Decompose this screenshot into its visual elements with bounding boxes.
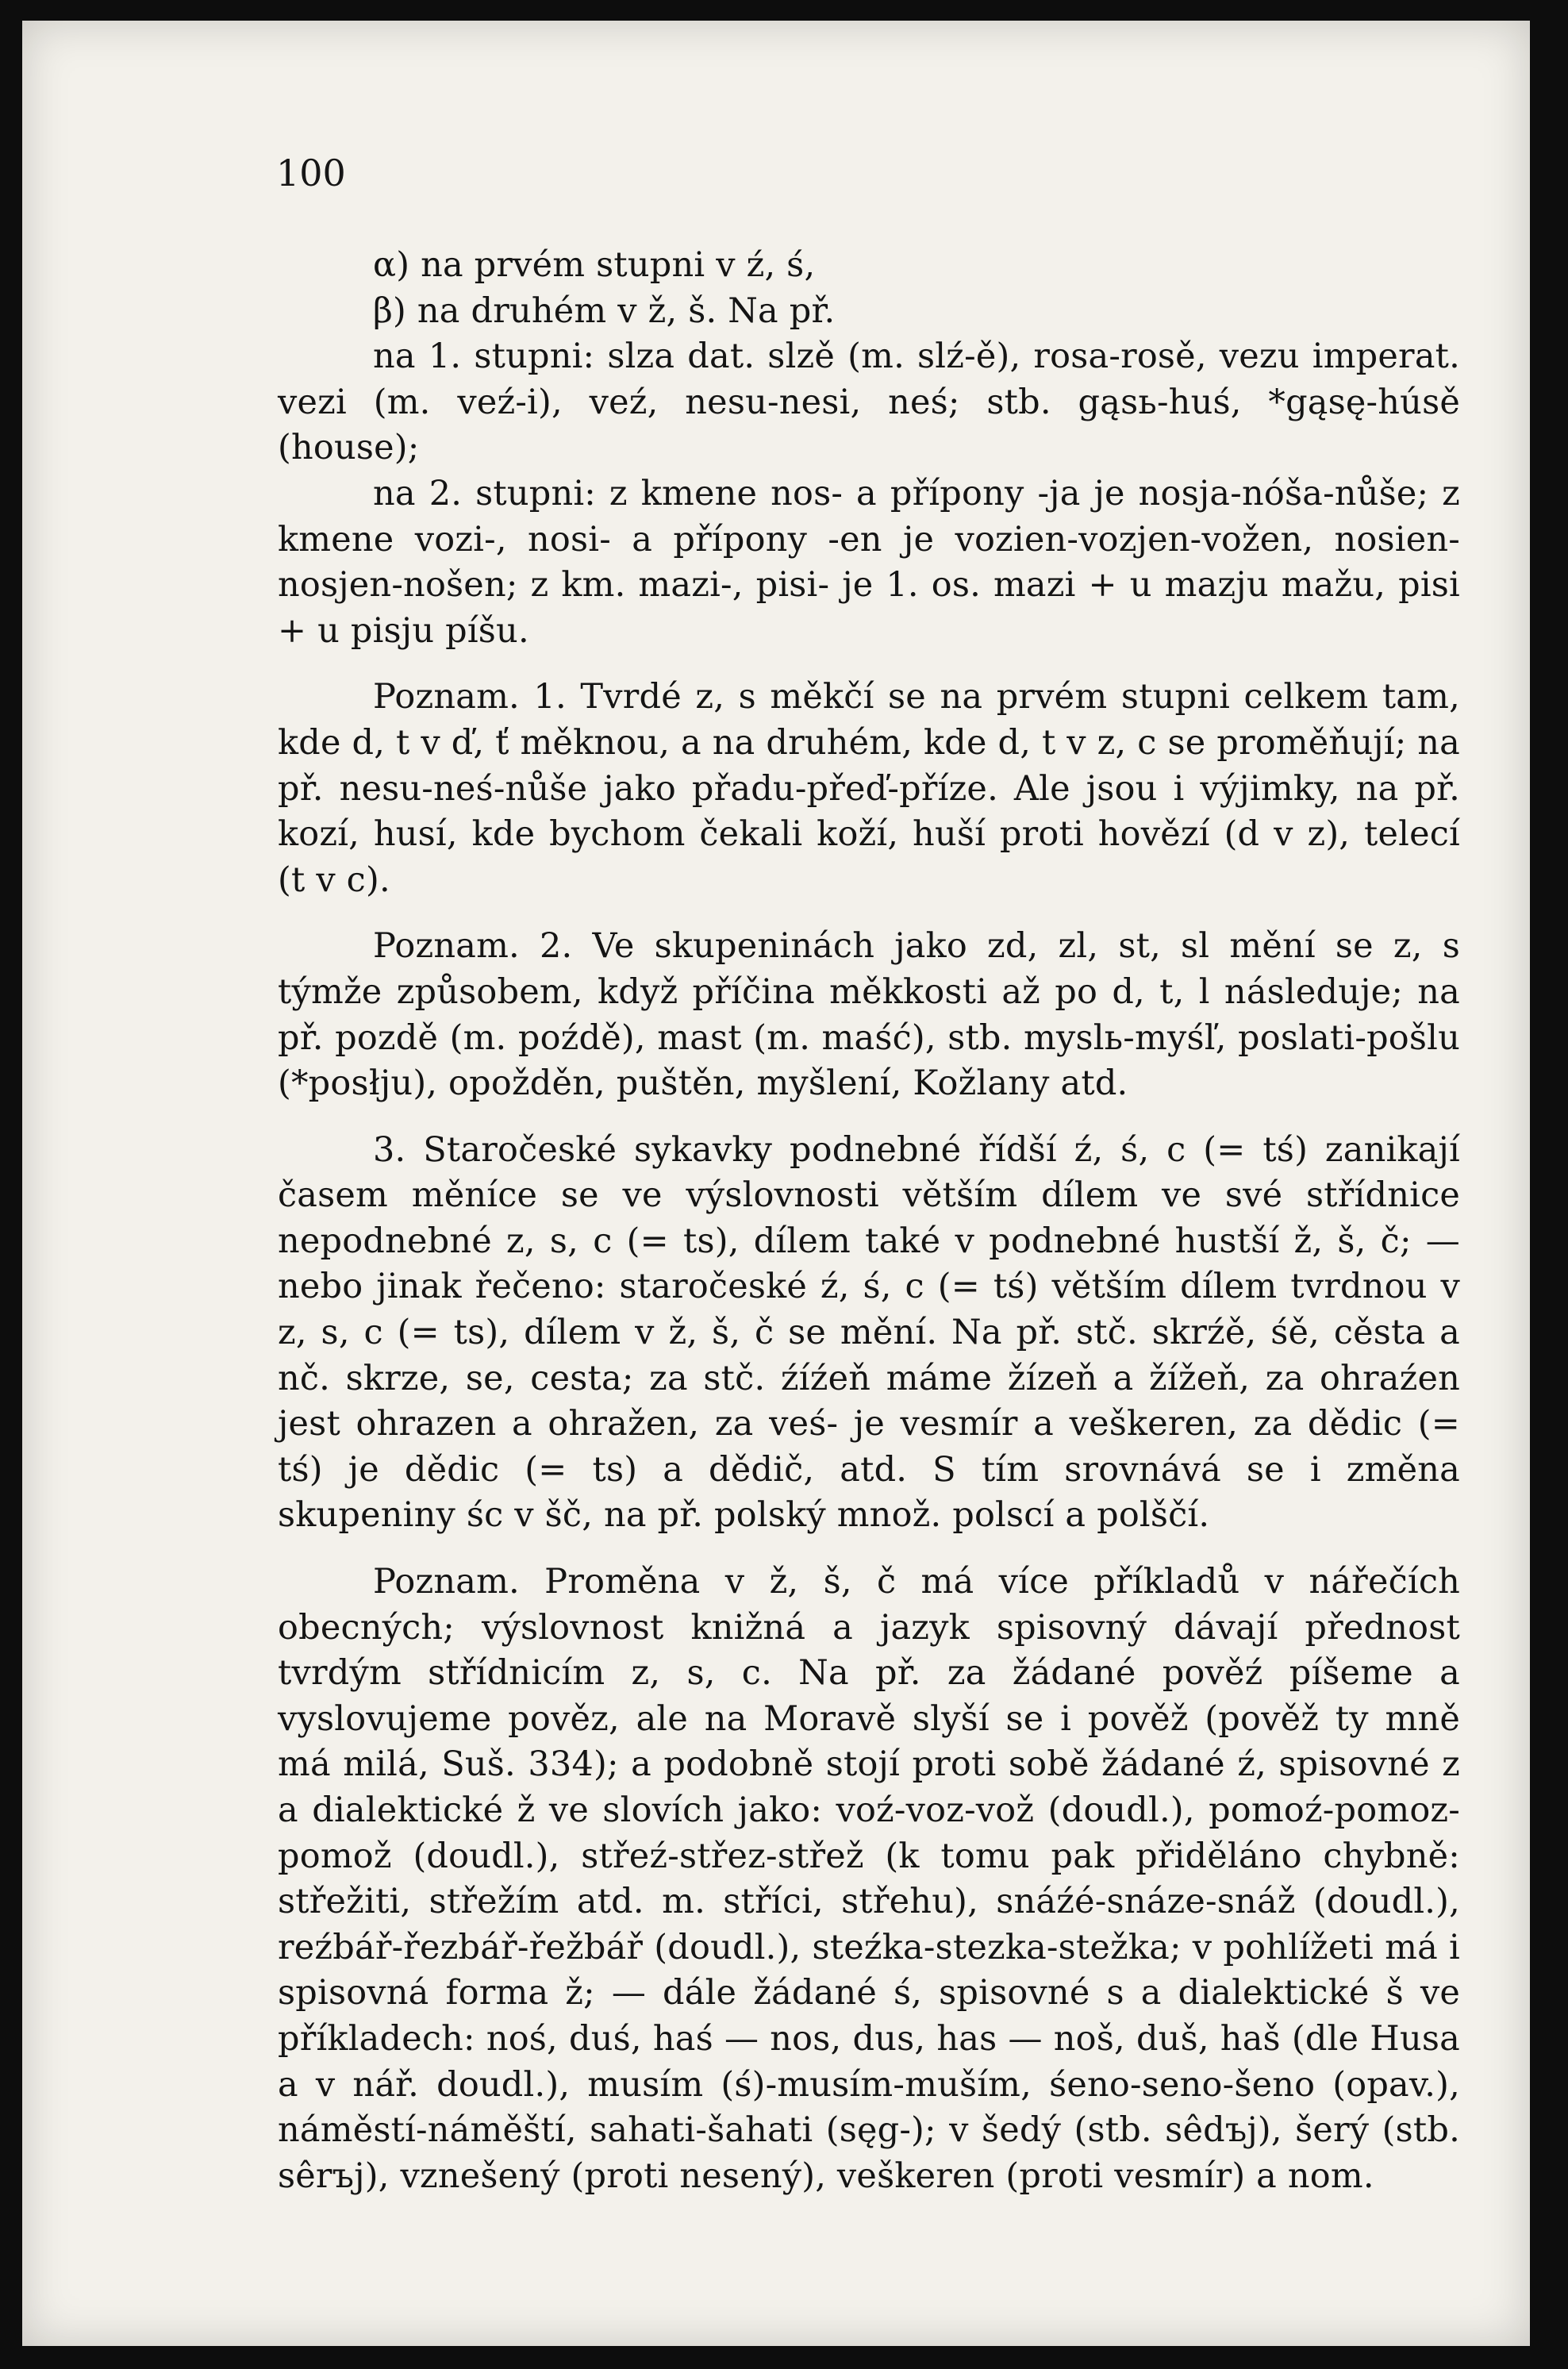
section-3: 3. Staročeské sykavky podnebné řídší ź, ś, c (= tś) zanikají časem měníce se ve výslovnosti větším dílem ve své střídnice nepodnebné z, s, c (= ts), dílem také v podnebné hustší ž, š, č; — nebo jinak řečeno: staročeské ź, ś, c (= tś) větším dílem tvrdnou v z, s, c (= ts), dílem v ž, š, č se mění. Na př. stč. skrźě, śě, cěsta a nč. skrze, se, cesta; za stč. źíźeň máme žízeň a žížeň, za ohraźen jest ohrazen a ohražen, za veś- je vesmír a veškeren, za dědic (= tś) je dědic (= ts) a dědič, atd. S tím srovnává se i změna skupeniny śc v šč, na př. polský množ. polscí a polščí. xyxy=(278,1129,1460,1536)
note-2: Poznam. 2. Ve skupeninách jako zd, zl, st, sl mění se z, s týmže způsobem, když příčina měkkosti až po d, t, l následuje; na př. pozdě (m. poźdě), mast (m. maść), stb. myslь-myśľ, poslati-pošlu (*posłju), opožděn, puštěn, myšlení, Kožlany atd. xyxy=(278,926,1460,1104)
scanned-page xyxy=(22,21,1530,2346)
note-3: Poznam. Proměna v ž, š, č má více příkladů v nářečích obecných; výslovnost knižná a jazyk spisovný dávají přednost tvrdým střídnicím z, s, c. Na př. za žádané pověź píšeme a vyslovujeme pověz, ale na Moravě slyší se i pověž (pověž ty mně má milá, Suš. 334); a podobně stojí proti sobě žádané ź, spisovné z a dialektické ž ve slovích jako: voź-voz-vož (doudl.), pomoź-pomoz-pomož (doudl.), střeź-střez-střež (k tomu pak přiděláno chybně: střežiti, střežím atd. m. stříci, střehu), snáźé-snáze-snáž (doudl.), reźbář-řezbář-řežbář (doudl.), steźka-stezka-stežka; v pohlížeti má i spisovná forma ž; — dále žádané ś, spisovné s a dialektické š ve příkladech: noś, duś, haś — nos, dus, has — noš, duš, haš (dle Husa a v nář. doudl.), musím (ś)-musím-muším, śeno-seno-šeno (opav.), náměstí-náměští, sahati-šahati (sęg-); v šedý (stb. sêdъj), šerý (stb. sêrъj), vznešený (proti nesený), veškeren (proti vesmír) a nom. xyxy=(278,1562,1460,2196)
page-number: 100 xyxy=(276,152,346,194)
paragraph-first-stage: na 1. stupni: slza dat. slzě (m. slź-ě), rosa-rosě, vezu imperat. vezi (m. veź-i), veź, nesu-nesi, neś; stb. gąsь-huś, *gąsę-húsě (house); xyxy=(278,337,1460,468)
page-body xyxy=(278,243,1460,2199)
beta-line: β) na druhém v ž, š. Na př. xyxy=(373,290,836,331)
alpha-line: α) na prvém stupni v ź, ś, xyxy=(373,245,816,285)
paragraph-second-stage: na 2. stupni: z kmene nos- a přípony -ja je nosja-nóša-nůše; z kmene vozi-, nosi- a přípony -en je vozien-vozjen-vožen, nosien-nosjen-nošen; z km. mazi-, pisi- je 1. os. mazi + u mazju mažu, pisi + u pisju píšu. xyxy=(278,473,1460,651)
note-1: Poznam. 1. Tvrdé z, s měkčí se na prvém stupni celkem tam, kde d, t v ď, ť měknou, a na druhém, kde d, t v z, c se proměňují; na př. nesu-neś-nůše jako přadu-přeď-příze. Ale jsou i výjimky, na př. kozí, husí, kde bychom čekali koží, huší proti hovězí (d v z), telecí (t v c). xyxy=(278,677,1460,900)
